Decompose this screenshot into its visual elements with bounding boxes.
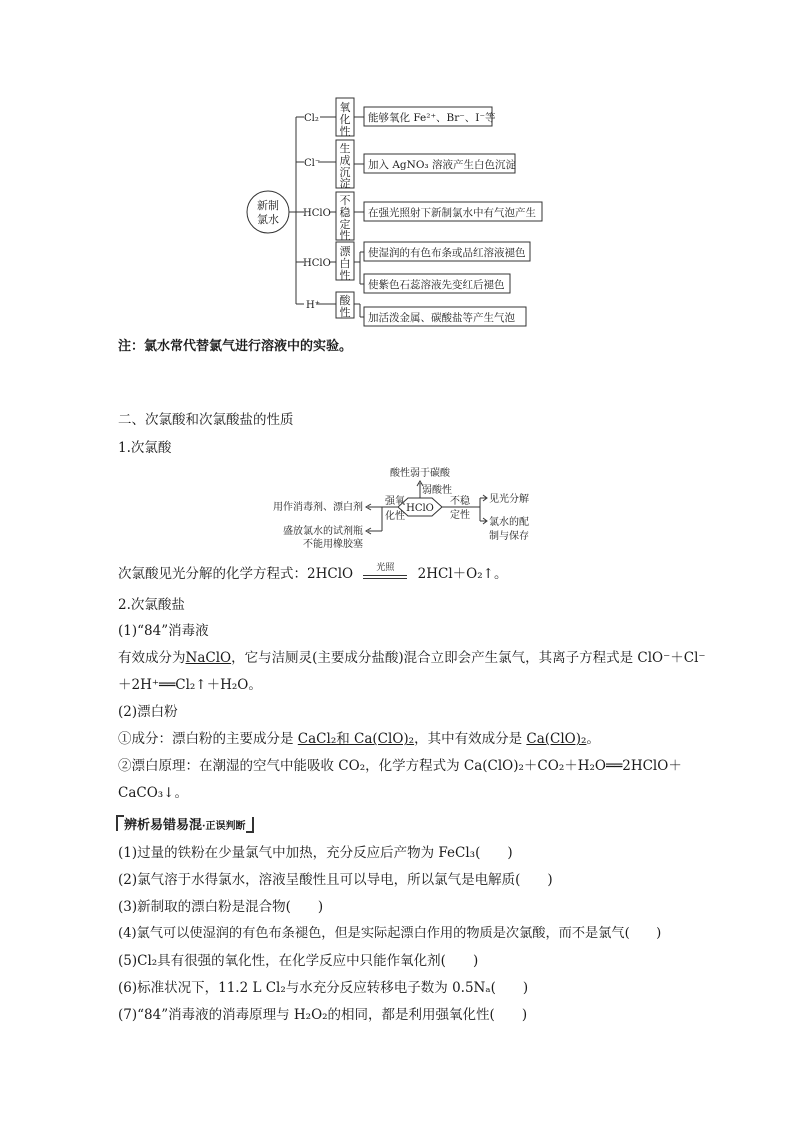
paragraph-line: ②漂白原理：在潮湿的空气中能吸收 CO₂，化学方程式为 Ca(ClO)₂＋CO₂＋H₂O══2HClO＋ <box>118 758 682 774</box>
chlorine-water-diagram <box>240 96 550 332</box>
note: 注：氯水常代替氯气进行溶液中的实验。 <box>118 339 353 354</box>
reaction-arrow <box>363 563 407 578</box>
subsection-title: 2.次氯酸盐 <box>118 597 185 613</box>
answer-underlined: CaCl₂和 Ca(ClO)₂ <box>297 731 415 747</box>
judge-item: (7)“84”消毒液的消毒原理与 H₂O₂的相同，都是利用强氧化性( ) <box>118 1007 528 1023</box>
left-arrow-label: 化性 <box>385 511 405 522</box>
right-item: 见光分解 <box>489 494 529 505</box>
property-char: 氧 <box>339 101 351 114</box>
equation-suffix: 2HCl＋O₂↑。 <box>417 566 508 582</box>
species-label: H⁺ <box>306 300 320 311</box>
left-item: 盛放氯水的试剂瓶 <box>283 526 363 537</box>
paragraph-line <box>118 648 706 668</box>
judge-item: (6)标准状况下，11.2 L Cl₂与水充分反应转移电子数为 0.5Nₐ( ) <box>118 980 529 996</box>
hclo-diagram <box>258 465 538 553</box>
property-char: 酸 <box>339 294 351 307</box>
text-segment: 。 <box>586 731 600 747</box>
paragraph-title: (2)漂白粉 <box>118 704 178 720</box>
paragraph-line <box>118 729 600 749</box>
subsection-title: 1.次氯酸 <box>118 440 172 456</box>
center-label-1: 新制 <box>257 199 279 212</box>
property-char: 白 <box>339 257 351 270</box>
right-item: 制与保存 <box>489 531 529 542</box>
judge-title: 辨析易错易混 <box>124 818 203 833</box>
judge-item: (2)氯气溶于水得氯水，溶液呈酸性且可以导电，所以氯气是电解质( ) <box>118 872 553 888</box>
equation-line <box>118 564 507 584</box>
text-segment: ①成分：漂白粉的主要成分是 <box>118 731 294 747</box>
property-char: 稳 <box>339 206 351 219</box>
species-label: Cl₂ <box>304 113 319 124</box>
text-segment: 有效成分为 <box>118 650 186 666</box>
answer-underlined: NaClO <box>185 650 232 666</box>
right-arrow-label: 不稳 <box>450 496 470 507</box>
property-char: 性 <box>339 229 351 242</box>
left-item: 用作消毒剂、漂白剂 <box>273 502 363 513</box>
reaction-condition: 光照 <box>376 563 395 573</box>
property-char: 定 <box>339 218 351 231</box>
paragraph-line: CaCO₃↓。 <box>118 785 188 801</box>
judge-item: (4)氯气可以使湿润的有色布条褪色，但是实际起漂白作用的物质是次氯酸，而不是氯气( ) <box>118 926 662 941</box>
effect-text: 能够氧化 Fe²⁺、Br⁻、I⁻等 <box>368 112 496 124</box>
top-label: 酸性弱于碳酸 <box>390 468 450 479</box>
property-char: 化 <box>339 113 351 126</box>
judge-item: (1)过量的铁粉在少量氯气中加热，充分反应后产物为 FeCl₃( ) <box>118 845 513 861</box>
effect-text: 使紫色石蕊溶液先变红后褪色 <box>368 279 505 291</box>
equation-prefix: 次氯酸见光分解的化学方程式：2HClO <box>118 566 354 582</box>
property-char: 性 <box>339 269 351 282</box>
effect-text: 在强光照射下新制氯水中有气泡产生 <box>368 207 536 219</box>
property-char: 淀 <box>339 177 351 190</box>
species-label: Cl⁻ <box>304 158 321 169</box>
effect-text: 加活泼金属、碳酸盐等产生气泡 <box>368 312 515 324</box>
text-segment: ，其中有效成分是 <box>414 731 523 747</box>
property-char: 性 <box>339 125 351 138</box>
bracket-right-icon <box>246 817 254 833</box>
left-arrow-label: 强氧 <box>385 496 405 507</box>
judge-item: (3)新制取的漂白粉是混合物( ) <box>118 899 324 915</box>
section-title: 二、次氯酸和次氯酸盐的性质 <box>118 412 294 428</box>
property-char: 不 <box>339 194 351 207</box>
property-char: 生 <box>339 142 351 155</box>
property-char: 沉 <box>339 166 351 179</box>
judge-subtitle: ·正误判断 <box>202 821 246 832</box>
species-label: HClO <box>303 208 331 219</box>
right-arrow-label: 定性 <box>450 510 470 521</box>
judge-item: (5)Cl₂具有很强的氧化性，在化学反应中只能作氧化剂( ) <box>118 953 479 969</box>
text-segment: ，它与洁厕灵(主要成分盐酸)混合立即会产生氯气，其离子方程式是 ClO⁻＋Cl⁻ <box>231 650 706 666</box>
paragraph-title: (1)“84”消毒液 <box>118 623 209 639</box>
property-char: 漂 <box>339 245 351 258</box>
paragraph-line: ＋2H⁺══Cl₂↑＋H₂O。 <box>118 677 262 693</box>
effect-text: 使湿润的有色布条或品红溶液褪色 <box>368 247 526 259</box>
effect-text: 加入 AgNO₃ 溶液产生白色沉淀 <box>368 159 516 171</box>
property-char: 成 <box>339 154 351 167</box>
property-char: 性 <box>339 306 351 319</box>
judge-heading <box>116 814 254 833</box>
species-label: HClO <box>303 258 331 269</box>
center-circle <box>247 191 289 233</box>
answer-underlined: Ca(ClO)₂ <box>526 731 587 747</box>
bracket-left-icon <box>116 815 124 831</box>
top-arrow-label: 弱酸性 <box>422 485 452 496</box>
center-label-2: 氯水 <box>257 213 279 226</box>
hclo-center: HClO <box>406 503 434 514</box>
left-item: 不能用橡胶塞 <box>303 539 363 550</box>
right-item: 氯水的配 <box>489 517 529 528</box>
